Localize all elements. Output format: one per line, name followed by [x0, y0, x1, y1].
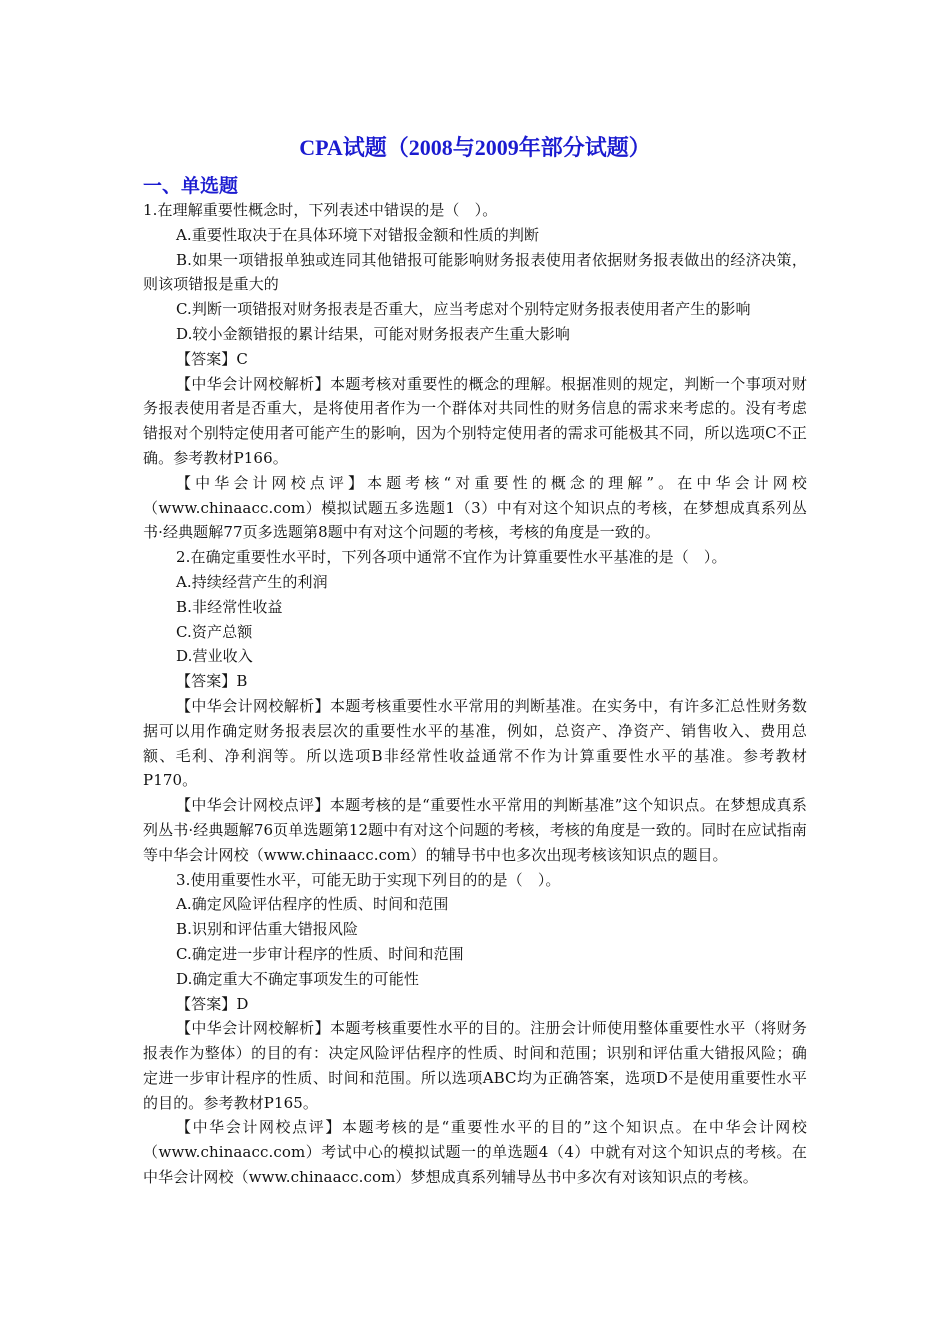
- question-3-option-c: C.确定进一步审计程序的性质、时间和范围: [176, 944, 464, 963]
- question-1-comment: 【中华会计网校点评】本题考核“对重要性的概念的理解”。在中华会计网校（www.chinaacc.com）模拟试题五多选题1（3）中有对这个知识点的考核，在梦想成真系列丛书·经典题解77页多选题第8题中有对这个问题的考核，考核的角度是一致的。: [143, 473, 807, 542]
- document-body: [143, 198, 807, 1190]
- question-1-answer: 【答案】C: [176, 349, 248, 368]
- question-3-stem: 3.使用重要性水平，可能无助于实现下列目的的是（ ）。: [176, 870, 561, 889]
- question-1-option-a: A.重要性取决于在具体环境下对错报金额和性质的判断: [176, 225, 540, 244]
- question-3-answer: 【答案】D: [176, 994, 249, 1013]
- question-1-option-d: D.较小金额错报的累计结果，可能对财务报表产生重大影响: [176, 324, 570, 343]
- question-1-option-c: C.判断一项错报对财务报表是否重大，应当考虑对个别特定财务报表使用者产生的影响: [176, 300, 751, 319]
- question-2-option-b: B.非经常性收益: [176, 597, 283, 616]
- question-3-comment: 【中华会计网校点评】本题考核的是“重要性水平的目的”这个知识点。在中华会计网校（www.chinaacc.com）考试中心的模拟试题一的单选题4（4）中就有对这个知识点的考核。在中华会计网校（www.chinaacc.com）梦想成真系列辅导丛书中多次有对该知识点的考核。: [143, 1118, 807, 1187]
- section-heading: 一、单选题: [143, 175, 239, 197]
- question-2-stem: 2.在确定重要性水平时，下列各项中通常不宜作为计算重要性水平基准的是（ ）。: [176, 548, 727, 567]
- document-title: CPA试题（2008与2009年部分试题）: [299, 135, 651, 160]
- question-3-option-a: A.确定风险评估程序的性质、时间和范围: [176, 895, 449, 914]
- question-2-option-a: A.持续经营产生的利润: [176, 572, 328, 591]
- question-2-analysis: 【中华会计网校解析】本题考核重要性水平常用的判断基准。在实务中，有许多汇总性财务数据可以用作确定财务报表层次的重要性水平的基准，例如，总资产、净资产、销售收入、费用总额、毛利、净利润等。所以选项B非经常性收益通常不作为计算重要性水平的基准。参考教材P170。: [143, 696, 807, 790]
- question-2-answer: 【答案】B: [176, 672, 248, 691]
- question-1-stem: 1.在理解重要性概念时，下列表述中错误的是（ ）。: [143, 201, 498, 219]
- question-3-option-d: D.确定重大不确定事项发生的可能性: [176, 969, 419, 988]
- question-3-analysis: 【中华会计网校解析】本题考核重要性水平的目的。注册会计师使用整体重要性水平（将财务报表作为整体）的目的有：决定风险评估程序的性质、时间和范围；识别和评估重大错报风险；确定进一步审计程序的性质、时间和范围。所以选项ABC均为正确答案，选项D不是使用重要性水平的目的。参考教材P165。: [143, 1019, 807, 1112]
- question-2-comment: 【中华会计网校点评】本题考核的是“重要性水平常用的判断基准”这个知识点。在梦想成真系列丛书·经典题解76页单选题第12题中有对这个问题的考核，考核的角度是一致的。同时在应试指南等中华会计网校（www.chinaacc.com）的辅导书中也多次出现考核该知识点的题目。: [143, 796, 807, 864]
- question-1-analysis: 【中华会计网校解析】本题考核对重要性的概念的理解。根据准则的规定，判断一个事项对财务报表使用者是否重大，是将使用者作为一个群体对共同性的财务信息的需求来考虑的。没有考虑错报对个别特定使用者可能产生的影响，因为个别特定使用者的需求可能极其不同，所以选项C不正确。参考教材P166。: [143, 374, 807, 467]
- question-3-option-b: B.识别和评估重大错报风险: [176, 920, 359, 939]
- question-2-option-c: C.资产总额: [176, 622, 253, 641]
- question-2-option-d: D.营业收入: [176, 647, 253, 666]
- question-1-option-b: B.如果一项错报单独或连同其他错报可能影响财务报表使用者依据财务报表做出的经济决策，则该项错报是重大的: [143, 250, 807, 294]
